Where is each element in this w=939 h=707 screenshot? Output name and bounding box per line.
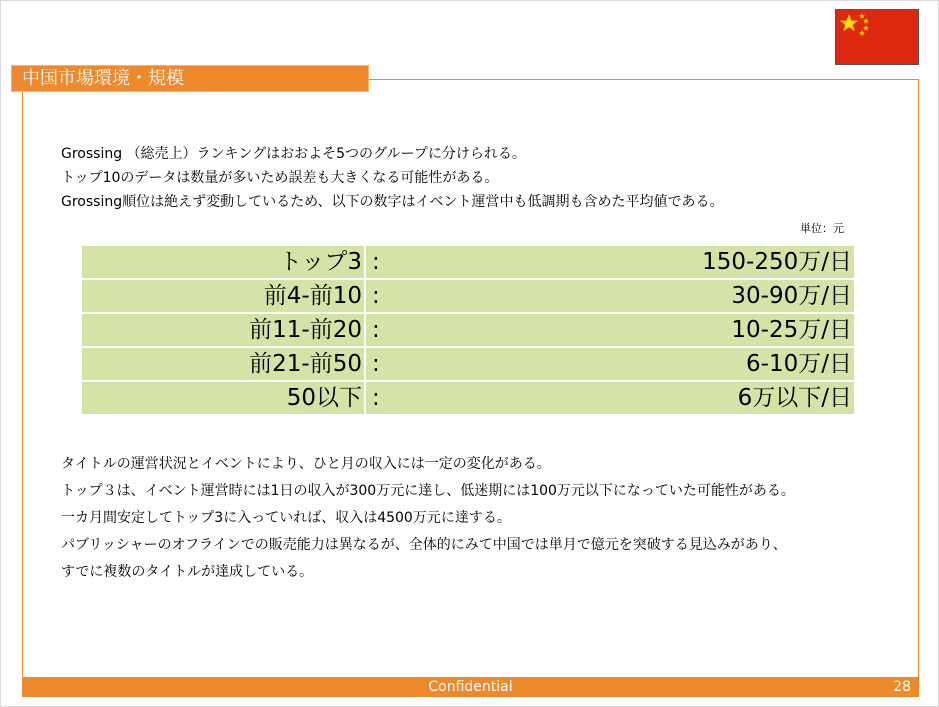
revenue-table (82, 246, 854, 416)
intro-line: Grossing順位は絶えず変動しているため、以下の数字はイベント運営中も低調期も含めた平均値である。 (61, 194, 724, 210)
separator: : (372, 351, 380, 377)
intro-text (61, 142, 724, 214)
flag-small-star (859, 13, 865, 19)
value-cell (366, 280, 854, 312)
rank-cell: トップ3 (82, 246, 364, 278)
footer-bar (22, 677, 919, 697)
note-line: トップ３は、イベント運営時には1日の収入が300万元に達し、低迷期には100万元以下になっていた可能性がある。 (61, 483, 795, 499)
rank-cell: 50以下 (82, 382, 364, 414)
page-number: 28 (893, 679, 911, 695)
intro-line: Grossing （総売上）ランキングはおおよそ5つのグループに分けられる。 (61, 146, 526, 162)
flag-small-star (859, 30, 865, 36)
confidential-label: Confidential (428, 679, 513, 695)
rank-cell: 前21-前50 (82, 348, 364, 380)
separator: : (372, 317, 380, 343)
separator: : (372, 385, 380, 411)
unit-label: 単位：元 (800, 222, 844, 235)
china-flag-icon (835, 9, 919, 65)
note-line: すでに複数のタイトルが達成している。 (61, 564, 314, 580)
value-cell (366, 314, 854, 346)
revenue-value: 10-25万/日 (731, 317, 852, 343)
section-title: 中国市場環境・規模 (11, 65, 369, 92)
value-cell (366, 246, 854, 278)
value-cell (366, 382, 854, 414)
revenue-value: 150-250万/日 (702, 249, 852, 275)
note-line: パブリッシャーのオフラインでの販売能力は異なるが、全体的にみて中国では単月で億元を突破する見込みがあり、 (61, 537, 787, 553)
table-row (82, 382, 854, 414)
table-row (82, 314, 854, 346)
flag-small-star (863, 18, 869, 24)
revenue-value: 6万以下/日 (737, 385, 852, 411)
table-row (82, 280, 854, 312)
note-line: タイトルの運営状況とイベントにより、ひと月の収入には一定の変化がある。 (61, 456, 551, 472)
intro-line: トップ10のデータは数量が多いため誤差も大きくなる可能性がある。 (61, 170, 499, 186)
table-row (82, 246, 854, 278)
value-cell (366, 348, 854, 380)
rank-cell: 前11-前20 (82, 314, 364, 346)
rank-cell: 前4-前10 (82, 280, 364, 312)
flag-big-star (840, 14, 859, 31)
separator: : (372, 283, 380, 309)
revenue-value: 30-90万/日 (731, 283, 852, 309)
table-row (82, 348, 854, 380)
revenue-value: 6-10万/日 (746, 351, 852, 377)
note-line: 一カ月間安定してトップ3に入っていれば、収入は4500万元に達する。 (61, 510, 511, 526)
notes-text (61, 451, 795, 586)
flag-small-star (863, 25, 869, 31)
separator: : (372, 249, 380, 275)
